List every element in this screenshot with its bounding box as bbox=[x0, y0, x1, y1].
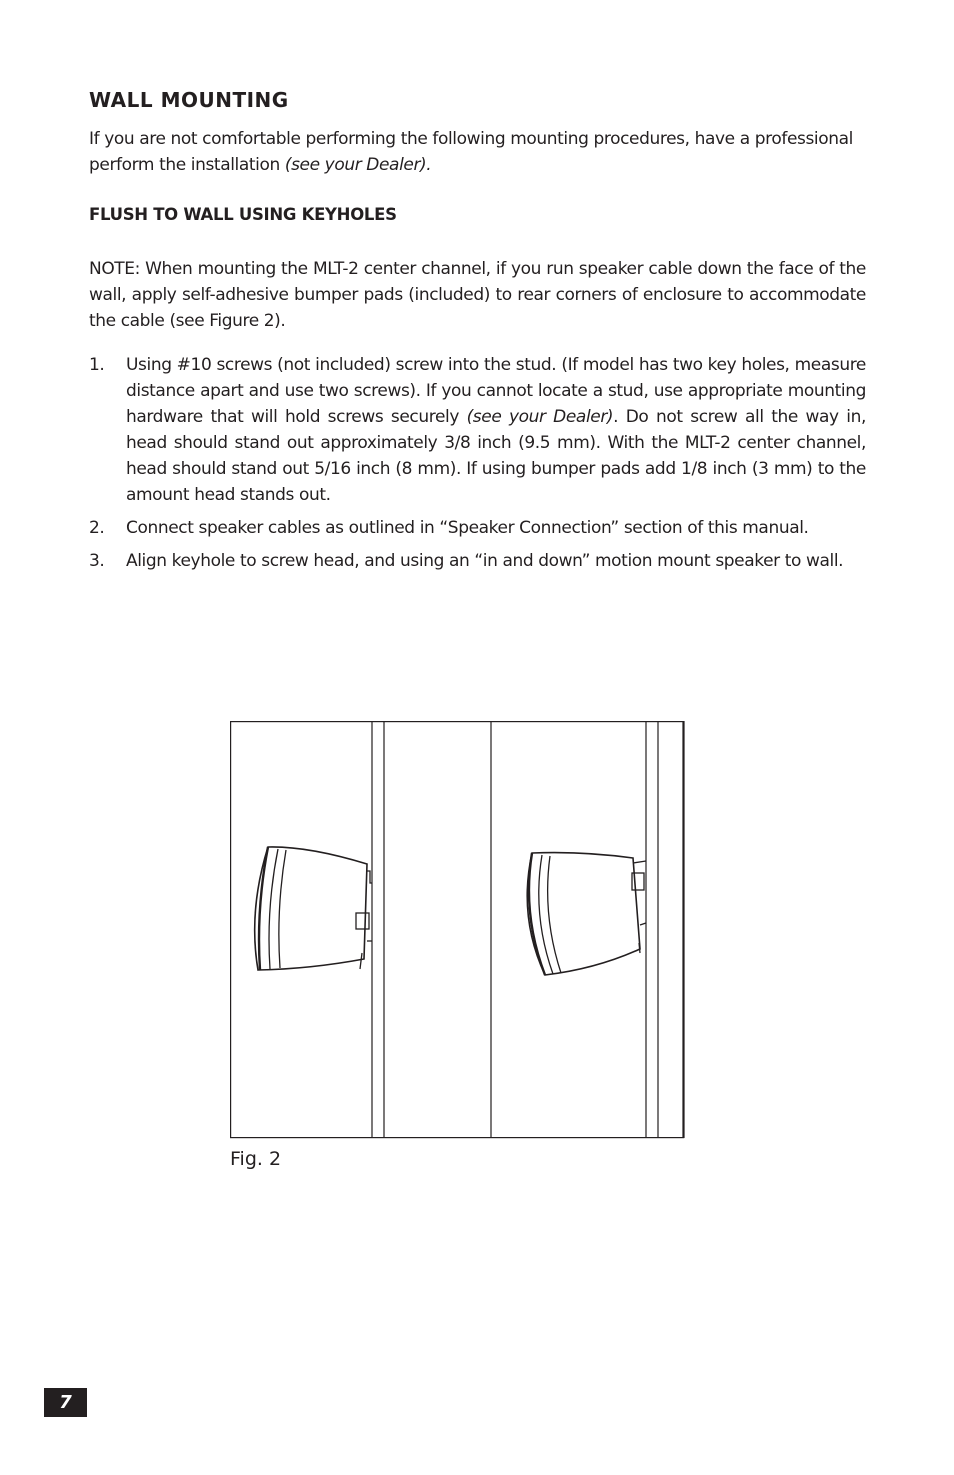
list-item bbox=[89, 548, 866, 574]
step-text: Connect speaker cables as outlined in “Speaker Connection” section of this manual. bbox=[126, 518, 809, 538]
step-italic: (see your Dealer) bbox=[466, 407, 614, 427]
figure-frame bbox=[231, 722, 684, 1138]
figure-2-illustration bbox=[230, 721, 685, 1139]
step-number: 1. bbox=[89, 355, 105, 375]
step-number: 3. bbox=[89, 551, 105, 571]
steps-list bbox=[89, 352, 866, 581]
step-text: Using #10 screws (not included) screw into the stud. (If model has two key holes, measure distance apart and use two screws). If you cannot locate a stud, use appropriate mounting hardware that will hold screws securely bbox=[126, 355, 866, 427]
step-text-after: . Do not screw all the way in, head should stand out approximately 3/8 inch (9.5 mm). With the MLT-2 center channel, head should stand out 5/16 inch (8 mm). If using bumper pads add 1/8 inch (3 mm) to the amount head stands out. bbox=[126, 407, 866, 505]
figure-caption: Fig. 2 bbox=[230, 1148, 282, 1170]
intro-dealer-note: (see your Dealer). bbox=[284, 155, 432, 175]
list-item bbox=[89, 515, 866, 541]
step-number: 2. bbox=[89, 518, 105, 538]
mounting-note: NOTE: When mounting the MLT-2 center channel, if you run speaker cable down the face of the wall, apply self-adhesive bumper pads (included) to rear corners of enclosure to accommodate the cable (see Figure 2). bbox=[89, 259, 866, 331]
intro-text: If you are not comfortable performing the following mounting procedures, have a professional perform the installation bbox=[89, 129, 853, 175]
speaker-right bbox=[527, 853, 646, 975]
intro-paragraph bbox=[89, 126, 866, 178]
list-item bbox=[89, 352, 866, 508]
page-number-badge: 7 bbox=[44, 1388, 87, 1417]
section-title: WALL MOUNTING bbox=[89, 88, 289, 112]
subsection-title: FLUSH TO WALL USING KEYHOLES bbox=[89, 205, 397, 224]
speaker-left bbox=[255, 847, 372, 970]
step-text: Align keyhole to screw head, and using an “in and down” motion mount speaker to wall. bbox=[126, 551, 844, 571]
